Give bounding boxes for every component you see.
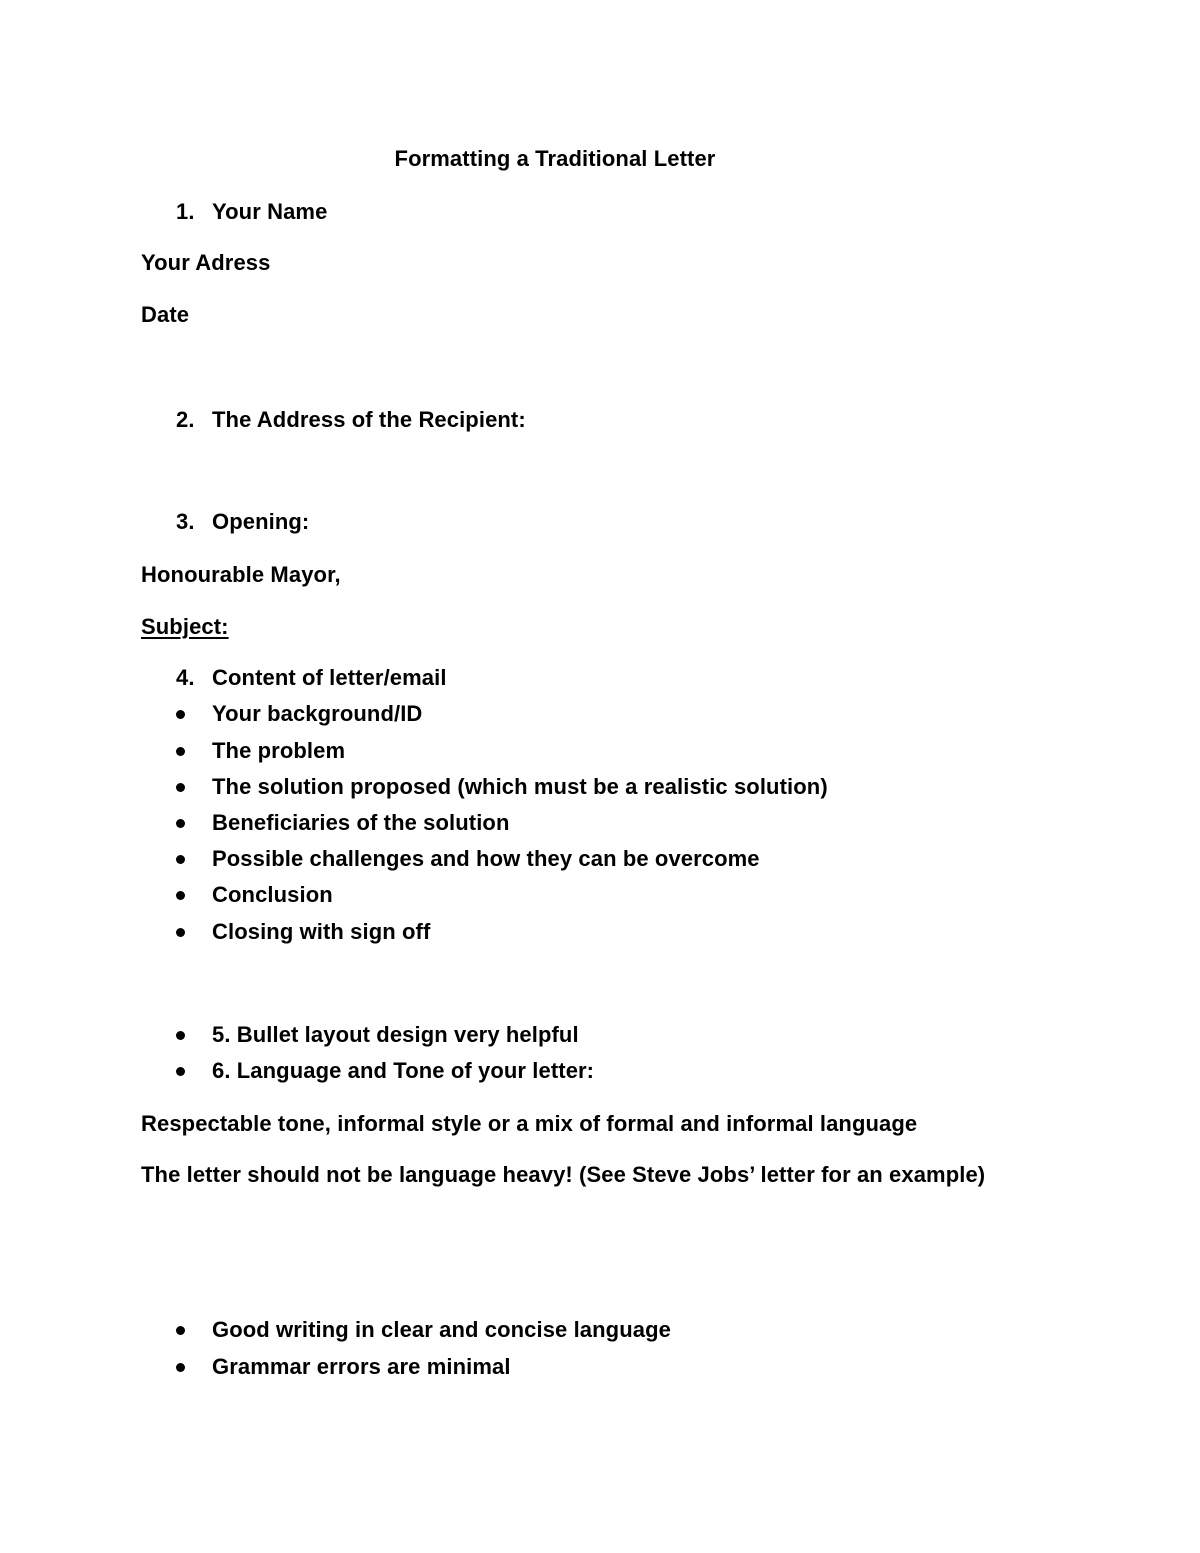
list-item-text: Conclusion bbox=[212, 882, 333, 907]
section-3-label: Opening: bbox=[212, 509, 310, 534]
tone-line: Respectable tone, informal style or a mix of formal and informal language bbox=[141, 1111, 918, 1136]
bullet-icon bbox=[176, 928, 185, 937]
section-2-number: 2. bbox=[176, 407, 195, 432]
section-1-label: Your Name bbox=[212, 199, 328, 224]
list-item-text: 5. Bullet layout design very helpful bbox=[212, 1022, 579, 1047]
list-item-text: Beneficiaries of the solution bbox=[212, 810, 510, 835]
bullet-icon bbox=[176, 747, 185, 756]
bullet-icon bbox=[176, 819, 185, 828]
bullet-icon bbox=[176, 1067, 185, 1076]
section-4-number: 4. bbox=[176, 665, 195, 690]
section-1-number: 1. bbox=[176, 199, 195, 224]
bullet-icon bbox=[176, 1363, 185, 1372]
list-item-text: The problem bbox=[212, 738, 346, 763]
subject-label: Subject: bbox=[141, 614, 229, 639]
list-item-text: Grammar errors are minimal bbox=[212, 1354, 511, 1379]
list-item-text: 6. Language and Tone of your letter: bbox=[212, 1058, 595, 1083]
language-heavy-line: The letter should not be language heavy! (See Steve Jobs’ letter for an example) bbox=[141, 1162, 986, 1187]
address-line: Your Adress bbox=[141, 250, 271, 275]
bullet-icon bbox=[176, 783, 185, 792]
date-line: Date bbox=[141, 302, 190, 327]
list-item-text: Closing with sign off bbox=[212, 919, 431, 944]
salutation: Honourable Mayor, bbox=[141, 562, 341, 587]
list-item-text: Possible challenges and how they can be overcome bbox=[212, 846, 760, 871]
list-item-text: The solution proposed (which must be a realistic solution) bbox=[212, 774, 828, 799]
section-4-label: Content of letter/email bbox=[212, 665, 447, 690]
bullet-icon bbox=[176, 1031, 185, 1040]
section-3-number: 3. bbox=[176, 509, 195, 534]
bullet-icon bbox=[176, 855, 185, 864]
bullet-icon bbox=[176, 1326, 185, 1335]
bullet-icon bbox=[176, 891, 185, 900]
document-title: Formatting a Traditional Letter bbox=[394, 146, 716, 171]
section-2-label: The Address of the Recipient: bbox=[212, 407, 526, 432]
list-item-text: Good writing in clear and concise language bbox=[212, 1317, 671, 1342]
bullet-icon bbox=[176, 710, 185, 719]
list-item-text: Your background/ID bbox=[212, 701, 423, 726]
